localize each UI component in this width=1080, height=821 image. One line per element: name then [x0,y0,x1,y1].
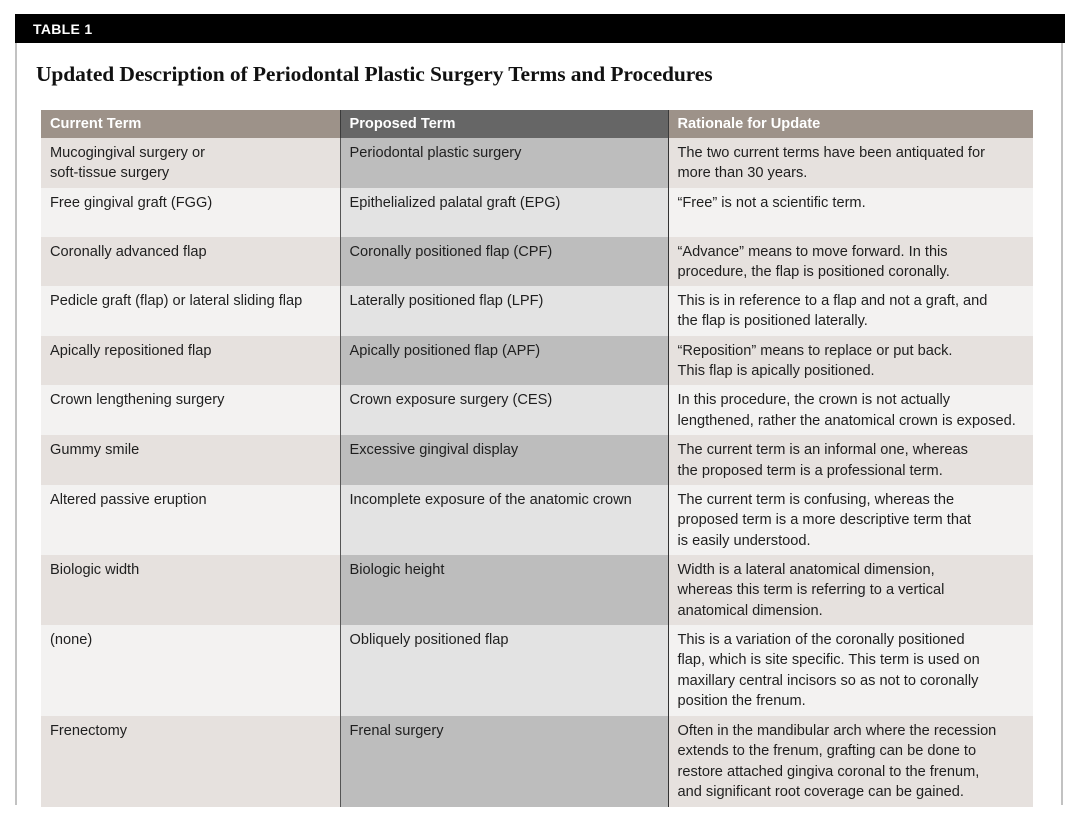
cell-proposed-term-text: Laterally positioned flap (LPF) [349,293,544,310]
cell-current-term [41,336,340,386]
cell-proposed-term-text: Crown exposure surgery (CES) [349,392,553,409]
cell-rationale [668,138,1033,188]
cell-rationale [668,336,1033,386]
cell-rationale-text: This is a variation of the coronally positioned flap, which is site specific. This term is used on maxillary central incisors so as not to coronally position the frenum. [677,631,980,709]
cell-current-term-text: (none) [50,631,93,648]
cell-rationale-text: The current term is an informal one, whereas the proposed term is a professional term. [677,442,968,479]
cell-current-term-text: Frenectomy [50,722,128,739]
cell-current-term [41,286,340,336]
cell-rationale [668,625,1033,716]
cell-current-term-text: Crown lengthening surgery [50,392,225,409]
cell-rationale-text: “Free” is not a scientific term. [677,194,866,211]
cell-proposed-term [340,625,668,716]
cell-current-term-text: Free gingival graft (FGG) [50,194,213,211]
cell-proposed-term [340,336,668,386]
table-row [41,138,1033,188]
cell-rationale [668,555,1033,625]
table-label: TABLE 1 [33,21,93,37]
table-row [41,435,1033,485]
table-row [41,188,1033,237]
cell-rationale [668,188,1033,237]
cell-rationale-text: “Reposition” means to replace or put back. This flap is apically positioned. [677,342,953,380]
cell-proposed-term-text: Incomplete exposure of the anatomic crown [349,491,632,508]
cell-proposed-term [340,237,668,287]
cell-proposed-term [340,485,668,555]
cell-proposed-term-text: Periodontal plastic surgery [349,145,522,161]
table-row [41,286,1033,336]
cell-rationale-text: The two current terms have been antiquated for more than 30 years. [677,145,985,182]
cell-current-term-text: Gummy smile [50,442,140,459]
cell-current-term [41,555,340,625]
cell-proposed-term [340,555,668,625]
cell-current-term [41,625,340,716]
table-row [41,625,1033,716]
cell-proposed-term [340,286,668,336]
cell-rationale-text: Often in the mandibular arch where the recession extends to the frenum, grafting can be done to restore attached gingiva coronal to the frenum, and significant root coverage can be gained. [677,722,997,800]
cell-proposed-term [340,716,668,807]
cell-proposed-term-text: Obliquely positioned flap [349,631,509,648]
header-rationale: Rationale for Update [668,110,1033,138]
table-row [41,237,1033,287]
cell-rationale-text: Width is a lateral anatomical dimension, whereas this term is referring to a vertical anatomical dimension. [677,561,945,619]
cell-current-term [41,435,340,485]
header-current-term: Current Term [41,110,340,138]
table-row [41,716,1033,807]
cell-rationale-text: This is in reference to a flap and not a graft, and the flap is positioned laterally. [677,293,988,330]
cell-proposed-term-text: Apically positioned flap (APF) [349,342,541,359]
cell-current-term [41,716,340,807]
header-proposed-term: Proposed Term [340,110,668,138]
terms-table [41,110,1033,807]
cell-current-term-text: Coronally advanced flap [50,243,207,260]
table-label-bar [15,14,1065,43]
table-title: Updated Description of Periodontal Plastic Surgery Terms and Procedures [36,62,713,86]
table-row [41,336,1033,386]
cell-rationale-text: “Advance” means to move forward. In this procedure, the flap is positioned coronally. [677,243,950,280]
cell-rationale-text: In this procedure, the crown is not actually lengthened, rather the anatomical crown is exposed. [677,392,1016,429]
cell-rationale [668,286,1033,336]
table-row [41,385,1033,435]
table-row [41,555,1033,625]
cell-current-term-text: Mucogingival surgery or soft-tissue surgery [50,145,205,182]
cell-rationale [668,435,1033,485]
table-row [41,485,1033,555]
cell-current-term [41,485,340,555]
cell-current-term-text: Apically repositioned flap [50,342,212,359]
cell-rationale [668,485,1033,555]
cell-proposed-term-text: Frenal surgery [349,722,444,739]
cell-proposed-term-text: Excessive gingival display [349,442,519,459]
cell-proposed-term [340,188,668,237]
table-header-row [41,110,1033,138]
cell-proposed-term [340,138,668,188]
cell-rationale [668,237,1033,287]
cell-current-term [41,138,340,188]
cell-current-term [41,385,340,435]
cell-proposed-term-text: Epithelialized palatal graft (EPG) [349,194,561,211]
cell-proposed-term [340,385,668,435]
cell-current-term-text: Altered passive eruption [50,491,207,508]
cell-current-term [41,188,340,237]
cell-rationale-text: The current term is confusing, whereas the proposed term is a more descriptive term that is easily understood. [677,491,972,549]
cell-current-term-text: Biologic width [50,561,140,578]
cell-rationale [668,716,1033,807]
cell-proposed-term [340,435,668,485]
cell-current-term [41,237,340,287]
cell-proposed-term-text: Biologic height [349,561,445,578]
cell-proposed-term-text: Coronally positioned flap (CPF) [349,243,553,260]
cell-rationale [668,385,1033,435]
cell-current-term-text: Pedicle graft (flap) or lateral sliding flap [50,293,303,310]
